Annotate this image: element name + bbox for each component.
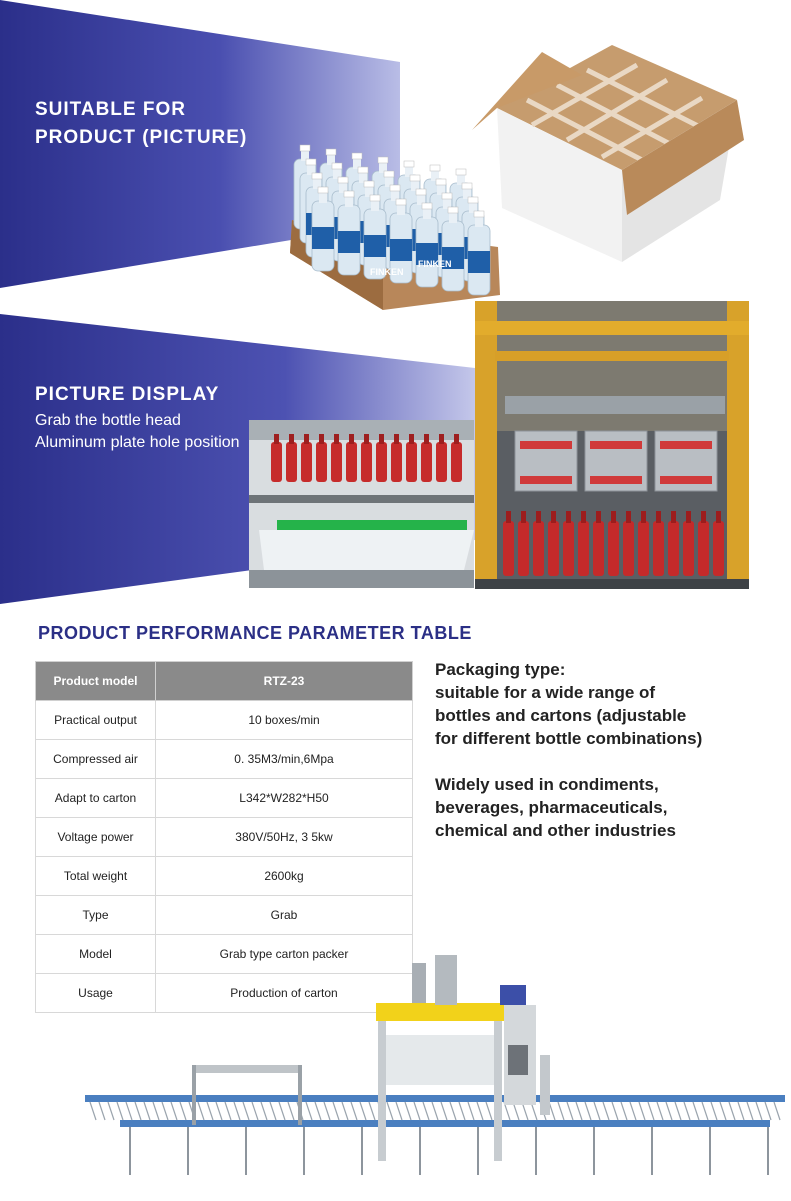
row-key: Model: [36, 935, 156, 974]
table-row: [36, 740, 413, 779]
side-line: Widely used in condiments,: [435, 775, 659, 794]
row-key: Type: [36, 896, 156, 935]
gripper-closeup-photo: [249, 420, 474, 588]
row-key: Practical output: [36, 701, 156, 740]
row-key: Total weight: [36, 857, 156, 896]
open-carton-image: [472, 40, 744, 265]
row-value: 380V/50Hz, 3 5kw: [156, 818, 413, 857]
header-value: RTZ-23: [156, 662, 413, 701]
row-value: Grab: [156, 896, 413, 935]
header-key: Product model: [36, 662, 156, 701]
side-line: Packaging type:: [435, 660, 566, 679]
side-line: beverages, pharmaceuticals,: [435, 798, 668, 817]
side-line: for different bottle combinations): [435, 729, 703, 748]
table-row: [36, 701, 413, 740]
row-key: Adapt to carton: [36, 779, 156, 818]
row-value: Production of carton: [156, 974, 413, 1013]
side-line: bottles and cartons (adjustable: [435, 706, 687, 725]
band2-title: PICTURE DISPLAY: [35, 384, 220, 405]
bottle-label: FINKEN: [418, 259, 452, 269]
packaging-type-text: [435, 658, 702, 750]
row-key: Voltage power: [36, 818, 156, 857]
row-value: Grab type carton packer: [156, 935, 413, 974]
machine-frame-photo: [475, 301, 749, 589]
table-row: [36, 818, 413, 857]
band1-title: [35, 96, 247, 152]
industries-text: [435, 773, 676, 842]
row-value: 2600kg: [156, 857, 413, 896]
table-row: [36, 896, 413, 935]
band2-sub-line2: Aluminum plate hole position: [35, 434, 240, 451]
band2-sub-line1: Grab the bottle head: [35, 412, 181, 429]
row-key: Usage: [36, 974, 156, 1013]
table-header-row: [36, 662, 413, 701]
grabber-head: [655, 431, 717, 491]
band1-title-line2: PRODUCT (PICTURE): [35, 127, 248, 148]
side-line: chemical and other industries: [435, 821, 676, 840]
carton-packer-line-image: [80, 955, 791, 1195]
bottle-pallet-image: [288, 135, 503, 315]
grabber-head: [515, 431, 577, 491]
grabber-head: [585, 431, 647, 491]
table-row: [36, 857, 413, 896]
row-key: Compressed air: [36, 740, 156, 779]
bottle-label: FINKEN: [370, 267, 404, 277]
row-value: 0. 35M3/min,6Mpa: [156, 740, 413, 779]
section-title: PRODUCT PERFORMANCE PARAMETER TABLE: [38, 623, 472, 643]
table-row: [36, 779, 413, 818]
row-value: 10 boxes/min: [156, 701, 413, 740]
side-line: suitable for a wide range of: [435, 683, 656, 702]
row-value: L342*W282*H50: [156, 779, 413, 818]
band1-title-line1: SUITABLE FOR: [35, 99, 186, 120]
